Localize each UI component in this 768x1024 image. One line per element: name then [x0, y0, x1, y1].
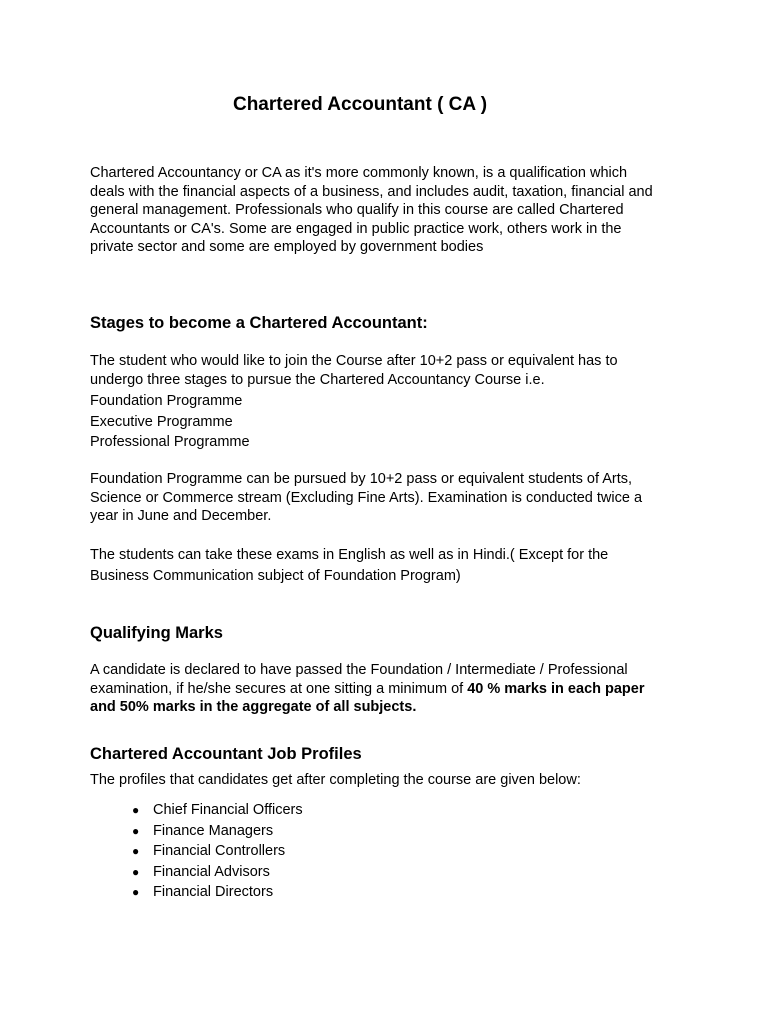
foundation-line: Science or Commerce stream (Excluding Fine Arts). Examination is conducted twice a: [90, 489, 643, 506]
bullet-icon: ●: [132, 885, 140, 899]
list-item-label: Financial Directors: [153, 884, 274, 900]
language-line: Business Communication subject of Foundation Program): [90, 568, 461, 584]
intro-line: Accountants or CA's. Some are engaged in public practice work, others work in the: [90, 220, 622, 237]
intro-line: deals with the financial aspects of a business, and includes audit, taxation, financial and: [90, 183, 653, 200]
list-item: [130, 821, 303, 842]
qualifying-line: A candidate is declared to have passed the Foundation / Intermediate / Professional: [90, 662, 628, 678]
qualifying-bold-text: 40 % marks in each paper: [467, 680, 645, 697]
list-item: [130, 841, 303, 862]
qualifying-paragraph: [90, 661, 690, 717]
list-item: [130, 882, 303, 903]
foundation-line: Foundation Programme can be pursued by 10+2 pass or equivalent students of Arts,: [90, 471, 633, 487]
list-item-label: Finance Managers: [153, 822, 274, 839]
bullet-icon: ●: [132, 844, 140, 858]
programme-list: [90, 391, 690, 453]
list-item-label: Chief Financial Officers: [153, 802, 303, 818]
language-line: The students can take these exams in English as well as in Hindi.( Except for the: [90, 547, 609, 563]
stages-intro-paragraph: [90, 352, 690, 389]
list-item: [130, 800, 303, 821]
list-item-label: Financial Advisors: [153, 863, 270, 880]
qualifying-line: [90, 680, 690, 699]
intro-line: general management. Professionals who qualify in this course are called Chartered: [90, 202, 624, 218]
list-item: [130, 862, 303, 883]
foundation-line: year in June and December.: [90, 508, 272, 524]
bullet-icon: ●: [132, 803, 140, 817]
qualifying-heading: Qualifying Marks: [90, 624, 223, 642]
programme-item: Foundation Programme: [90, 393, 243, 409]
programme-item: Executive Programme: [90, 413, 233, 430]
bullet-icon: ●: [132, 823, 140, 838]
qualifying-text: examination, if he/she secures at one sitting a minimum of: [90, 680, 468, 697]
page-title: Chartered Accountant ( CA ): [232, 94, 488, 115]
intro-paragraph: [90, 164, 690, 257]
jobs-intro: The profiles that candidates get after completing the course are given below:: [90, 772, 581, 788]
stages-intro-line: undergo three stages to pursue the Chartered Accountancy Course i.e.: [90, 371, 545, 388]
intro-line: Chartered Accountancy or CA as it's more commonly known, is a qualification which: [90, 165, 628, 181]
programme-item: Professional Programme: [90, 434, 250, 450]
bullet-icon: ●: [132, 864, 140, 879]
qualifying-bold-line: and 50% marks in the aggregate of all subjects.: [90, 699, 417, 715]
jobs-heading: Chartered Accountant Job Profiles: [90, 745, 362, 763]
list-item-label: Financial Controllers: [153, 843, 286, 859]
stages-intro-line: The student who would like to join the Course after 10+2 pass or equivalent has to: [90, 353, 618, 369]
foundation-paragraph: [90, 470, 690, 526]
stages-heading: Stages to become a Chartered Accountant:: [90, 314, 428, 332]
language-paragraph: [90, 545, 690, 587]
intro-line: private sector and some are employed by government bodies: [90, 239, 484, 255]
job-profile-list: [130, 800, 303, 903]
